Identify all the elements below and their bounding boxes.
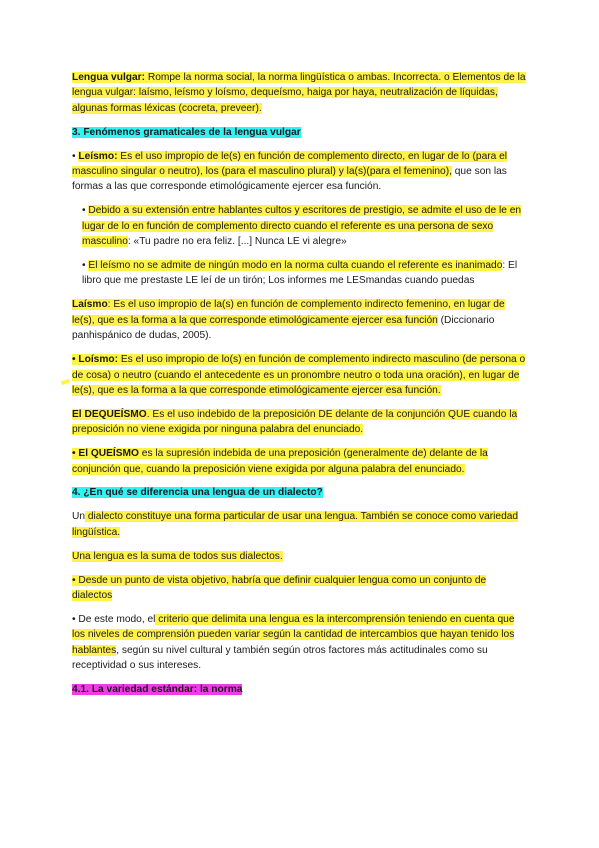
leismo-label: Leísmo:: [78, 150, 118, 162]
dequeismo-highlight: El DEQUEÍSMO. Es el uso indebido de la preposición DE delante de la conjunción QUE cuando la preposición no viene exigida por ninguna palabra del enunciado.: [72, 408, 518, 436]
leismo-rest: que son las formas a las que corresponde etimológicamente ejercer esa función.: [72, 166, 507, 193]
queismo-label: • El QUEÍSMO: [72, 448, 139, 460]
lengua-vulgar-paragraph: [72, 70, 528, 116]
dequeismo-paragraph: [72, 407, 528, 438]
leismo-highlight: Leísmo: Es el uso impropio de le(s) en función de complemento directo, en lugar de lo (para el masculino singular o neutro), los (para el masculino plural) y la(s)(para el femenino),: [72, 150, 508, 178]
lengua-vulgar-text: Rompe la norma social, la norma lingüística o ambas. Incorrecta. o Elementos de la lengua vulgar: laísmo, leísmo y loísmo, dequeísmo, haiga por haya, neutralización de líquidas, algunas formas léxicas (cocreta, preveer).: [72, 72, 526, 114]
laismo-paragraph: Laísmo: Es el uso impropio de la(s) en función de complemento indirecto femenino, en lugar de le(s), que es la forma a la que corresponde etimológicamente ejercer esa función (Diccionario panhispánico de dudas, 2005).: [72, 299, 505, 342]
leismo-bullet: •: [72, 150, 79, 162]
criterio-paragraph: • De este modo, el criterio que delimita una lengua es la intercomprensión teniendo en cuenta que los niveles de comprensión pueden variar según la cantidad de intercambios que hayan tenido los hablantes, según su nivel cultural y también según otros factores más actitudinales como su receptividad o sus intereses.: [72, 613, 515, 672]
dialecto-paragraph: Un dialecto constituye una forma particular de usar una lengua. También se conoce como variedad lingüística.: [72, 511, 519, 538]
section-4-1-heading: 4.1. La variedad estándar: la norma: [72, 684, 243, 695]
lengua-vulgar-highlight: [72, 72, 526, 114]
loismo-label: • Loísmo:: [72, 354, 119, 366]
document-page: [72, 70, 528, 706]
leismo-sub-1: • Debido a su extensión entre hablantes cultos y escritores de prestigio, se admite el uso de le en lugar de lo en función de complemento directo cuando el referente es una persona de sexo masculino: «Tu padre no era feliz. [...] Nunca LE vi alegre»: [82, 205, 522, 248]
loismo-paragraph: [72, 352, 528, 398]
dequeismo-label: El DEQUEÍSMO: [72, 408, 147, 420]
queismo-paragraph: • El QUEÍSMO es la supresión indebida de una preposición (generalmente de) delante de la conjunción que, cuando la preposición viene exigida por alguna palabra del enunciado.: [72, 448, 488, 475]
laismo-label: Laísmo: [72, 299, 108, 311]
loismo-highlight: • Loísmo: Es el uso impropio de lo(s) en función de complemento indirecto masculino (de persona o de cosa) o neutro (cuando el antecedente es un pronombre neutro o toda una oración), en lugar de le(s), que es la forma a la que corresponde etimológicamente ejercer esa función.: [72, 354, 526, 396]
leismo-sub-2: • El leísmo no se admite de ningún modo en la norma culta cuando el referente es inanimado: El libro que me prestaste LE leí de un tirón; Los informes me LESmandas cuando puedas: [82, 260, 518, 287]
laismo-highlight: Laísmo: Es el uso impropio de la(s) en función de complemento indirecto femenino, en lugar de le(s), que es la forma a la que corresponde etimológicamente ejercer esa función: [72, 299, 505, 326]
leismo-sublist: [82, 203, 528, 289]
lengua-suma-paragraph: Una lengua es la suma de todos sus dialectos.: [72, 550, 283, 562]
section-3-heading: 3. Fenómenos gramaticales de la lengua vulgar: [72, 126, 301, 138]
highlighter-stroke: [61, 379, 71, 386]
objetivo-paragraph: • Desde un punto de vista objetivo, habría que definir cualquier lengua como un conjunto de dialectos: [72, 574, 487, 601]
leismo-paragraph: [72, 149, 528, 195]
lengua-vulgar-label: Lengua vulgar:: [72, 72, 146, 83]
section-4-heading: 4. ¿En qué se diferencia una lengua de un dialecto?: [72, 487, 323, 499]
